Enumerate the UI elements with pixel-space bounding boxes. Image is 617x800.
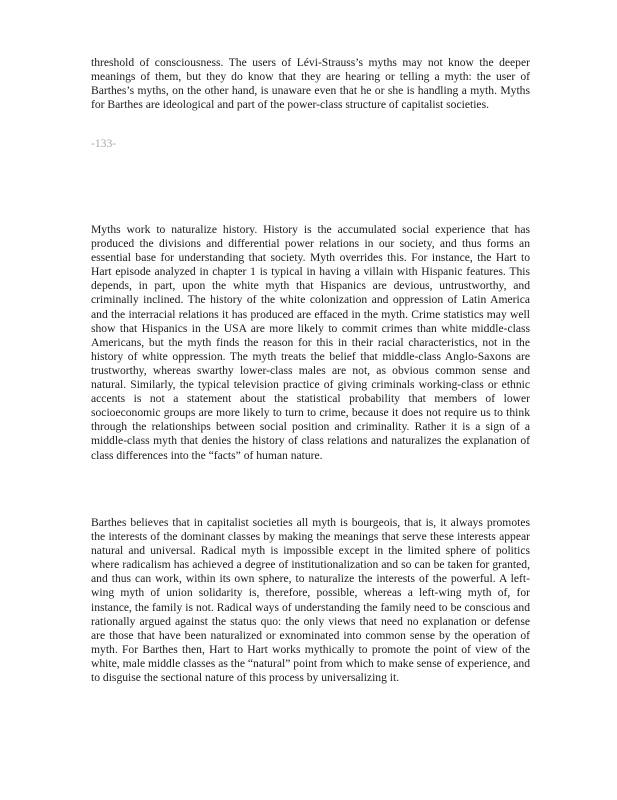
paragraph-naturalize-history: Myths work to naturalize history. History is the accumulated social experience that has produced the divisions and differential power relations in our society, and thus forms an essential base for understanding that society. Myth overrides this. For instance, the Hart to Hart episode analyzed in chapter 1 is typical in having a villain with Hispanic features. This depends, in part, upon the white myth that Hispanics are devious, untrustworthy, and criminally inclined. The history of the white colonization and oppression of Latin America and the interracial relations it has produced are effaced in the myth. Crime statistics may well show that Hispanics in the USA are more likely to commit crimes than white middle-class Americans, but the myth finds the reason for this in their racial characteristics, not in the history of white oppression. The myth treats the belief that middle-class Anglo-Saxons are trustworthy, whereas swarthy lower-class males are not, as obvious common sense and natural. Similarly, the typical television practice of giving criminals working-class or ethnic accents is not a statement about the statistical probability that members of lower socioeconomic groups are more likely to turn to crime, because it does not require us to think through the relationships between social position and criminality. Rather it is a sign of a middle-class myth that denies the history of class relations and naturalizes the explanation of class differences into the “facts” of human nature. bbox=[91, 223, 530, 462]
paragraph-bourgeois-myth: Barthes believes that in capitalist societies all myth is bourgeois, that is, it always promotes the interests of the dominant classes by making the meanings that serve these interests appear natural and universal. Radical myth is impossible except in the limited sphere of politics where radicalism has achieved a degree of institutionalization and so can be taken for granted, and thus can work, within its own sphere, to naturalize the interests of the powerful. A left-wing myth of union solidarity is, therefore, possible, whereas a left-wing myth of, for instance, the family is not. Radical ways of understanding the family need to be conscious and rationally argued against the status quo: the only views that need no explanation or defense are those that have been naturalized or exnominated into common sense by the operation of myth. For Barthes then, Hart to Hart works mythically to promote the point of view of the white, male middle classes as the “natural” point from which to make sense of experience, and to disguise the sectional nature of this process by universalizing it. bbox=[91, 516, 530, 685]
page-number: -133- bbox=[91, 137, 117, 150]
paragraph-myth-users: threshold of consciousness. The users of Lévi-Strauss’s myths may not know the deeper meanings of them, but they do know that they are hearing or telling a myth: the user of Barthes’s myths, on the other hand, is unaware even that he or she is handling a myth. Myths for Barthes are ideological and part of the power-class structure of capitalist societies. bbox=[91, 56, 530, 112]
